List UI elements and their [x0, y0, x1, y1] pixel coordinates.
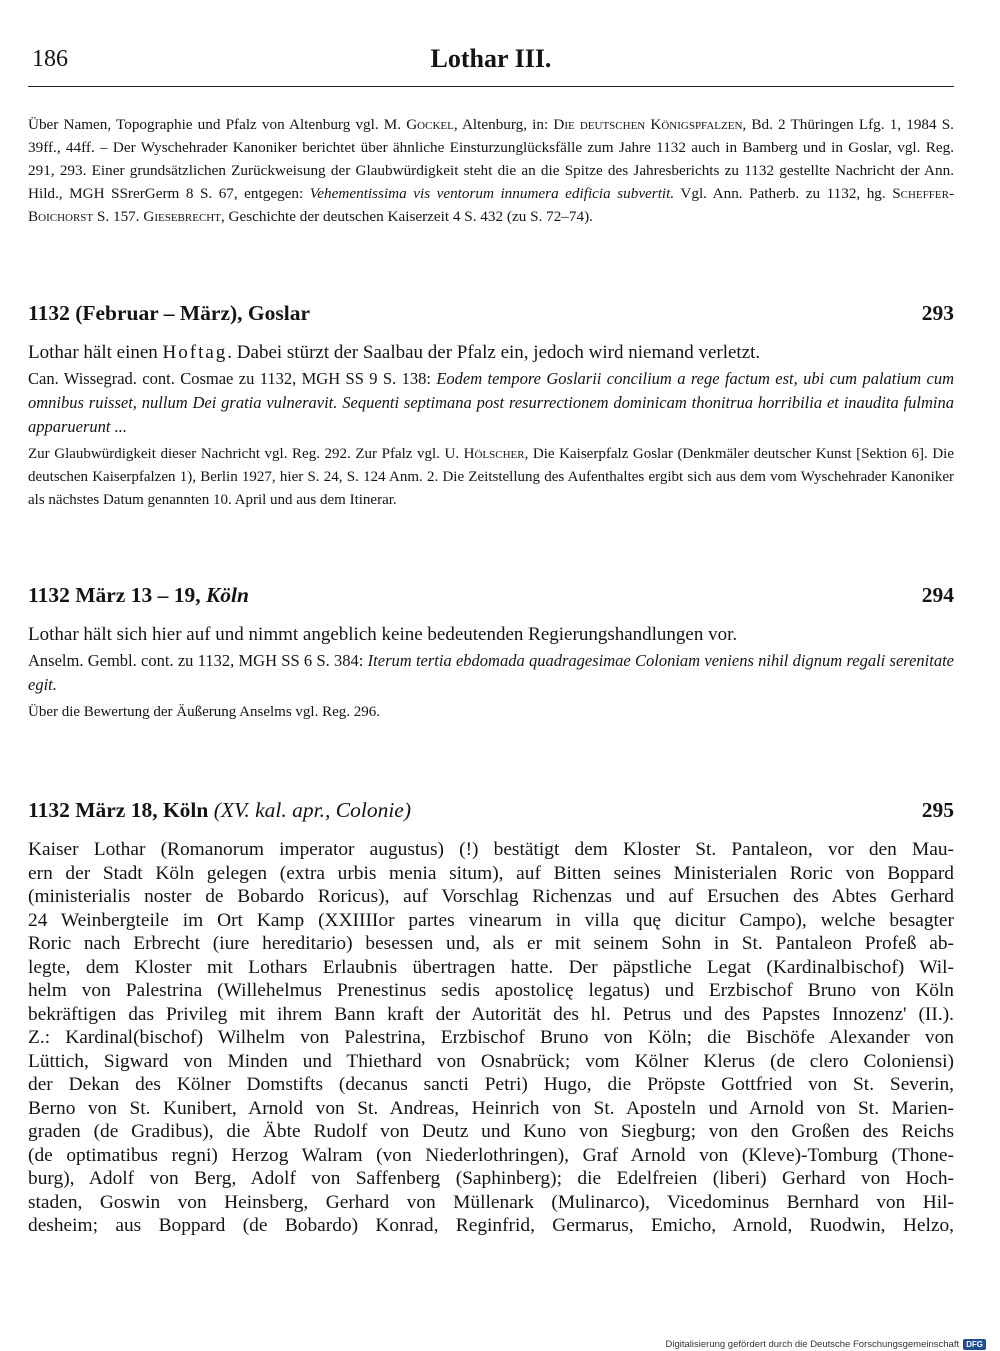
- footer-credit: [666, 1339, 987, 1350]
- intro-text-3: , Bd. 2 Thüringen Lfg. 1, 1984 S. 39ff., 44ff. – Der Wyschehrader Kanoniker berichtet über ähnliche Einsturzunglücksfälle zum Jahre 1132 auch in Bamberg und in Goslar, vgl. Reg. 291, 293. Einer grundsätzlichen Zurückweisung der Glaubwürdigkeit steht die an die Spitze des Jahresberichts zu 1132 gestellte Nachricht der Ann. Hild., MGH SSrerGerm 8 S. 67, entgegen:: [28, 116, 954, 202]
- entry-summary: [28, 341, 954, 365]
- body-line: helm von Palestrina (Willehelmus Prenestinus sedis apostolicę legatus) und Erzbischof Bruno von Köln: [28, 980, 954, 1001]
- intro-text-1: Über Namen, Topographie und Pfalz von Altenburg vgl. M.: [28, 116, 407, 133]
- body-line: ern der Stadt Köln gelegen (extra urbis menia situm), auf Bitten seines Ministerialen Roric von Boppard: [28, 862, 954, 884]
- body-line: bekräftigen das Privileg mit ihrem Bann kraft der Autorität des hl. Petrus und des Papstes Innozenz' (II.).: [28, 1003, 954, 1025]
- running-head: [28, 0, 954, 73]
- intro-paragraph: [28, 113, 954, 228]
- regest-entry-293: [28, 301, 954, 512]
- entry-date-place: [28, 583, 249, 608]
- dfg-logo-icon: DFG: [963, 1339, 986, 1350]
- body-line: der Dekan des Kölner Domstifts (decanus sancti Petri) Hugo, die Pröpste Gottfried von St. Severin,: [28, 1074, 954, 1095]
- body-line: staden, Goswin von Heinsberg, Gerhard von Müllenark (Mulinarco), Vicedominus Bernhard von Hil-: [28, 1191, 954, 1213]
- body-line: desheim; aus Boppard (de Bobardo) Konrad, Reginfrid, Germarus, Emicho, Arnold, Ruodwin, Helzo,: [28, 1215, 954, 1236]
- body-line: (ministerialis noster de Bobardo Roricus), auf Vorschlag Richenzas und auf Ersuchen des Abtes Gerhard: [28, 886, 954, 907]
- entry-dating-clause: (XV. kal. apr., Colonie): [208, 798, 412, 822]
- note-text: Zur Glaubwürdigkeit dieser Nachricht vgl. Reg. 292. Zur Pfalz vgl. U.: [28, 446, 464, 462]
- entry-note: Über die Bewertung der Äußerung Anselms vgl. Reg. 296.: [28, 704, 381, 720]
- entry-heading: [28, 301, 954, 331]
- summary-text: . Dabei stürzt der Saalbau der Pfalz ein, jedoch wird niemand verletzt.: [227, 342, 761, 363]
- intro-author-scheffer: Scheffer-Boichorst: [28, 185, 954, 225]
- running-title: Lothar III.: [430, 44, 552, 73]
- entry-note: [28, 443, 954, 512]
- regest-number: 295: [921, 798, 954, 822]
- intro-text-5: S. 157.: [93, 208, 144, 225]
- body-line: Berno von St. Kunibert, Arnold von St. Andreas, Heinrich von St. Aposteln und Arnold von St. Marien-: [28, 1097, 954, 1119]
- body-line: (de optimatibus regni) Herzog Walram (von Niederlothringen), Graf Arnold von (Kleve)-Tomburg (Thone-: [28, 1144, 954, 1166]
- source-quote: Eodem tempore Goslarii concilium a rege factum est, ubi cum palatium cum omnibus ruisset, nullum Dei gratia vulneravit. Sequenti septimana post resurrectionem dominicam thonitrua horribilia et inaudita fulmina apparuerunt ...: [28, 369, 954, 436]
- entry-heading: [28, 798, 954, 828]
- entry-summary: Lothar hält sich hier auf und nimmt angeblich keine bedeutenden Regierungshandlungen vor.: [28, 624, 738, 645]
- entry-source: [28, 649, 954, 697]
- body-line: legte, dem Kloster mit Lothars Erlaubnis übertragen hatte. Der päpstliche Legat (Kardinalbischof) Wil-: [28, 956, 954, 978]
- entry-place: Köln: [205, 583, 249, 607]
- footer-text: Digitalisierung gefördert durch die Deutsche Forschungsgemeinschaft: [665, 1339, 960, 1350]
- body-line: Roric nach Erbrecht (iure hereditario) besessen und, als er mit seinem Sohn in St. Pantaleon Profeß ab-: [28, 933, 954, 954]
- body-line: Z.: Kardinal(bischof) Wilhelm von Palestrina, Erzbischof Bruno von Köln; die Bischöfe Alexander von: [28, 1027, 954, 1048]
- entry-date: 1132 März 13 – 19,: [28, 583, 206, 607]
- entry-body: [28, 838, 954, 1238]
- intro-quote: Vehementissima vis ventorum innumera edificia subvertit.: [309, 185, 675, 202]
- intro-text-2: , Altenburg, in:: [453, 116, 554, 133]
- regest-number: 293: [921, 301, 954, 325]
- entry-date-place: [28, 798, 411, 823]
- entry-date-place: 1132 (Februar – März), Goslar: [28, 301, 311, 325]
- page-number: 186: [32, 46, 68, 72]
- page: [28, 0, 954, 1236]
- intro-text-4: Vgl. Ann. Patherb. zu 1132, hg.: [674, 185, 893, 202]
- entry-heading: [28, 583, 954, 613]
- note-author: Hölscher: [463, 446, 525, 462]
- note-text: , Die Kaiserpfalz Goslar (Denkmäler deutscher Kunst [Sektion 6]. Die deutschen Kaiserpfalzen 1), Berlin 1927, hier S. 24, S. 124 Anm. 2. Die Zeitstellung des Aufenthaltes ergibt sich aus dem vom Wyschehrader Kanoniker als nächstes Datum genannten 10. April und aus dem Itinerar.: [28, 446, 954, 508]
- body-line: burg), Adolf von Berg, Adolf von Saffenberg (Saphinberg); die Edelfreien (liberi) Gerhard von Hoch-: [28, 1168, 954, 1189]
- regest-entry-294: [28, 583, 954, 724]
- intro-author-gockel: Gockel: [406, 116, 454, 133]
- intro-text-6: , Geschichte der deutschen Kaiserzeit 4 S. 432 (zu S. 72–74).: [220, 208, 593, 225]
- source-quote: Iterum tertia ebdomada quadragesimae Coloniam veniens nihil dignum regali serenitate egit.: [28, 651, 954, 694]
- entry-date: 1132 März 18, Köln: [28, 798, 209, 822]
- intro-series-dk: Die deutschen Königspfalzen: [553, 116, 743, 133]
- body-line: 24 Weinbergteile im Ort Kamp (XXIIIIor partes vinearum in villa quę dicitur Campo), welche besagter: [28, 909, 954, 931]
- summary-keyword: Hoftag: [162, 342, 228, 363]
- body-line: graden (de Gradibus), die Äbte Rudolf von Deutz und Kuno von Siegburg; von den Großen des Reichs: [28, 1121, 954, 1142]
- regest-number: 294: [921, 583, 954, 607]
- body-line: Kaiser Lothar (Romanorum imperator augustus) (!) bestätigt dem Kloster St. Pantaleon, vor den Mau-: [28, 839, 954, 860]
- regest-entry-295: [28, 798, 954, 1238]
- source-citation: Anselm. Gembl. cont. zu 1132, MGH SS 6 S. 384:: [28, 651, 368, 670]
- intro-author-giesebrecht: Giesebrecht: [143, 208, 221, 225]
- summary-text: Lothar hält einen: [28, 342, 163, 363]
- source-citation: Can. Wissegrad. cont. Cosmae zu 1132, MGH SS 9 S. 138:: [28, 369, 437, 388]
- entry-source: [28, 367, 954, 439]
- body-line: Lüttich, Sigward von Minden und Thiethard von Osnabrück; vom Kölner Klerus (de clero Coloniensi): [28, 1050, 954, 1072]
- header-rule: [28, 86, 954, 87]
